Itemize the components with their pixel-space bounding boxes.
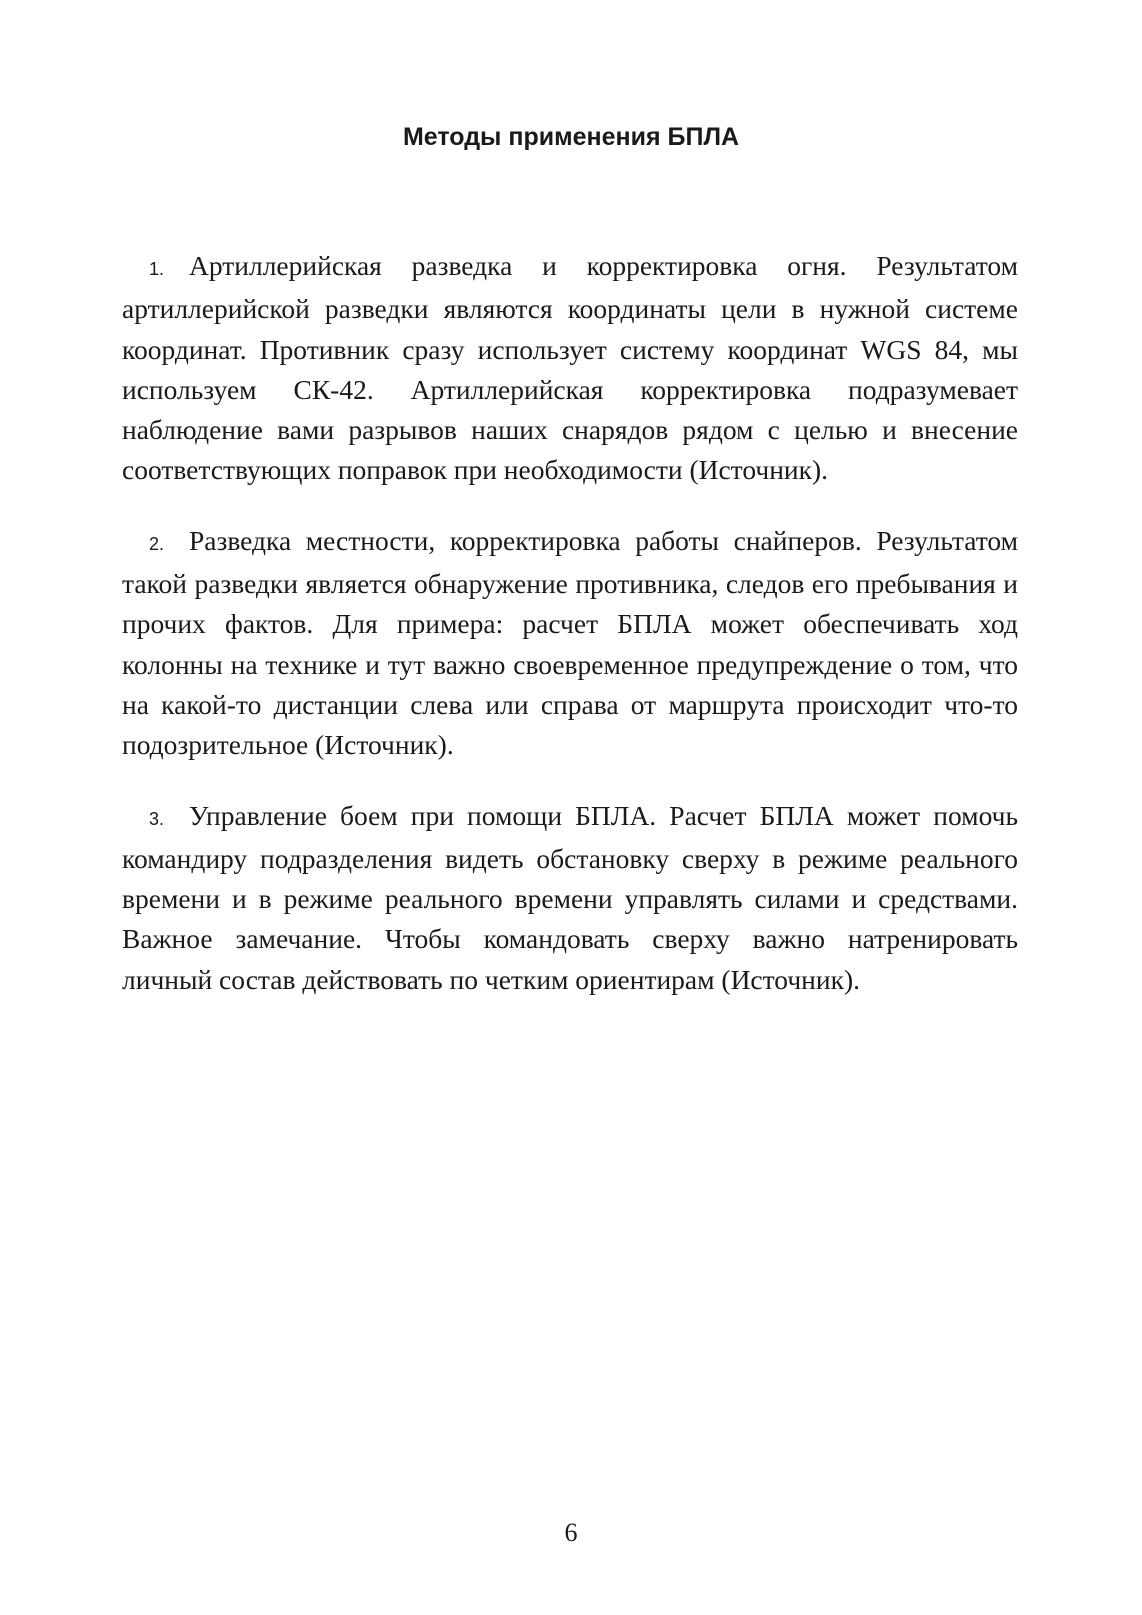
list-item-text: Управление боем при помощи БПЛА. Расчет БПЛА может помочь командиру подразделения видеть обстановку сверху в режиме реального времени и в режиме реального времени управлять силами и средствами. Важное замечание. Чтобы командовать сверху важно натренировать личный состав действовать по четким ориентирам (Источник).: [122, 799, 1018, 995]
list-item-number: 3.: [149, 808, 165, 829]
list-item: [122, 521, 1018, 766]
page-title: Методы применения БПЛА: [402, 123, 740, 151]
page-number: 6: [564, 1518, 578, 1547]
list-item-text: Разведка местности, корректировка работы снайперов. Результатом такой разведки является обнаружение противника, следов его пребывания и прочих фактов. Для примера: расчет БПЛА может обеспечивать ход колонны на технике и тут важно своевременное предупреждение о том, что на какой-то дистанции слева или справа от маршрута происходит что-то подозрительное (Источник).: [122, 524, 1018, 761]
numbered-list: [122, 246, 1018, 1030]
list-item-text: Артиллерийская разведка и корректировка огня. Результатом артиллерийской разведки являются координаты цели в нужной системе координат. Противник сразу использует систему координат WGS 84, мы используем СК-42. Артиллерийская корректировка подразумевает наблюдение вами разрывов наших снарядов рядом с целью и внесение соответствующих поправок при необходимости (Источник).: [122, 250, 1018, 486]
list-item: [122, 796, 1018, 1000]
list-item-number: 1.: [149, 259, 165, 279]
list-item: [122, 246, 1018, 491]
list-item-number: 2.: [149, 533, 165, 554]
